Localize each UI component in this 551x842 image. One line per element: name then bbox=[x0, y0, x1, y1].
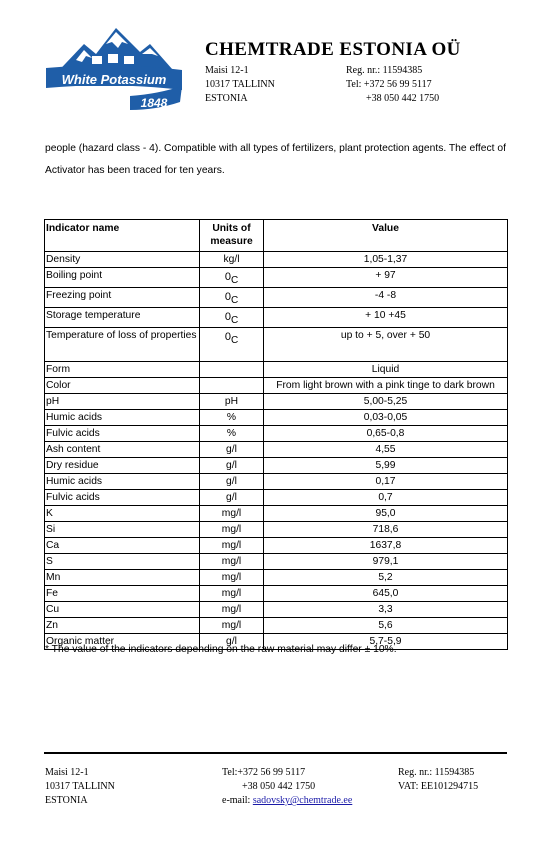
cell-value: 95,0 bbox=[264, 506, 508, 522]
table-row bbox=[45, 426, 508, 442]
cell-indicator: Fe bbox=[45, 586, 200, 602]
cell-value: + 10 +45 bbox=[264, 308, 508, 328]
celsius-unit: $0_C$ bbox=[224, 311, 239, 326]
cell-unit bbox=[200, 378, 264, 394]
cell-value: 1,05-1,37 bbox=[264, 252, 508, 268]
cell-unit bbox=[200, 288, 264, 308]
footer-phone-2: +38 050 442 1750 bbox=[222, 781, 316, 792]
table-row bbox=[45, 442, 508, 458]
cell-indicator: Color bbox=[45, 378, 200, 394]
table-row bbox=[45, 410, 508, 426]
table-row bbox=[45, 362, 508, 378]
footer-address-line: ESTONIA bbox=[45, 795, 88, 806]
header-units: Units of measure bbox=[200, 220, 264, 252]
table-row bbox=[45, 490, 508, 506]
cell-unit: mg/l bbox=[200, 570, 264, 586]
cell-value: 718,6 bbox=[264, 522, 508, 538]
footer-email-line bbox=[222, 794, 352, 808]
table-row bbox=[45, 586, 508, 602]
cell-unit: % bbox=[200, 410, 264, 426]
cell-value: Liquid bbox=[264, 362, 508, 378]
cell-unit: mg/l bbox=[200, 618, 264, 634]
celsius-unit: $0_C$ bbox=[224, 331, 239, 346]
cell-indicator: Density bbox=[45, 252, 200, 268]
header-address-line: 10317 TALLINN bbox=[205, 79, 275, 90]
cell-indicator: Fulvic acids bbox=[45, 426, 200, 442]
table-row bbox=[45, 328, 508, 362]
celsius-unit: $0_C$ bbox=[224, 271, 239, 286]
cell-unit: mg/l bbox=[200, 506, 264, 522]
cell-unit: g/l bbox=[200, 458, 264, 474]
cell-unit: mg/l bbox=[200, 538, 264, 554]
table-row bbox=[45, 378, 508, 394]
cell-value: up to + 5, over + 50 bbox=[264, 328, 508, 362]
table-row bbox=[45, 522, 508, 538]
table-row bbox=[45, 618, 508, 634]
table-row bbox=[45, 308, 508, 328]
table-row bbox=[45, 506, 508, 522]
cell-indicator: Humic acids bbox=[45, 474, 200, 490]
cell-unit: pH bbox=[200, 394, 264, 410]
header-address-line: ESTONIA bbox=[205, 93, 248, 104]
cell-value: 645,0 bbox=[264, 586, 508, 602]
header-phone-2: +38 050 442 1750 bbox=[346, 93, 440, 104]
footnote: * The value of the indicators depending on the raw material may differ ± 10%. bbox=[45, 644, 397, 655]
cell-value: 4,55 bbox=[264, 442, 508, 458]
cell-unit: mg/l bbox=[200, 586, 264, 602]
header-address-line: Maisi 12-1 bbox=[205, 65, 249, 76]
footer-phone: Tel:+372 56 99 5117 bbox=[222, 767, 306, 778]
table-row bbox=[45, 554, 508, 570]
cell-unit: % bbox=[200, 426, 264, 442]
cell-unit bbox=[200, 362, 264, 378]
cell-unit: g/l bbox=[200, 490, 264, 506]
table-row bbox=[45, 458, 508, 474]
table-header-row bbox=[45, 220, 508, 252]
cell-indicator: Organic matter bbox=[45, 634, 200, 650]
cell-indicator: Boiling point bbox=[45, 268, 200, 288]
cell-indicator: Humic acids bbox=[45, 410, 200, 426]
logo-text: White Potassium bbox=[61, 72, 167, 87]
footer-reg-number: Reg. nr.: 11594385 bbox=[398, 767, 475, 778]
footer-vat: VAT: EE101294715 bbox=[398, 781, 479, 792]
table-row bbox=[45, 288, 508, 308]
cell-indicator: Dry residue bbox=[45, 458, 200, 474]
cell-unit: mg/l bbox=[200, 554, 264, 570]
cell-value: 0,7 bbox=[264, 490, 508, 506]
cell-value: 979,1 bbox=[264, 554, 508, 570]
intro-paragraph: people (hazard class - 4). Compatible with all types of fertilizers, plant protection agents. The effect of Activator has been traced for ten years. bbox=[45, 143, 506, 176]
logo-year: 1848 bbox=[140, 96, 168, 110]
company-name: CHEMTRADE ESTONIA OÜ bbox=[205, 39, 461, 60]
footer-address-line: Maisi 12-1 bbox=[45, 767, 89, 778]
footer-address bbox=[45, 766, 115, 808]
cell-value: 0,03-0,05 bbox=[264, 410, 508, 426]
cell-indicator: K bbox=[45, 506, 200, 522]
cell-unit: kg/l bbox=[200, 252, 264, 268]
cell-unit bbox=[200, 328, 264, 362]
cell-value: 5,00-5,25 bbox=[264, 394, 508, 410]
footer-contacts bbox=[222, 766, 352, 808]
cell-value: + 97 bbox=[264, 268, 508, 288]
cell-value: 5,2 bbox=[264, 570, 508, 586]
table-row bbox=[45, 538, 508, 554]
cell-unit bbox=[200, 308, 264, 328]
cell-value: 0,65-0,8 bbox=[264, 426, 508, 442]
footer-divider bbox=[44, 752, 507, 754]
cell-indicator: Ca bbox=[45, 538, 200, 554]
cell-unit: g/l bbox=[200, 442, 264, 458]
cell-unit: mg/l bbox=[200, 602, 264, 618]
cell-unit: g/l bbox=[200, 474, 264, 490]
cell-value: 5,7-5,9 bbox=[264, 634, 508, 650]
footer-address-line: 10317 TALLINN bbox=[45, 781, 115, 792]
cell-value: -4 -8 bbox=[264, 288, 508, 308]
footer-email-label: e-mail: bbox=[222, 795, 253, 806]
header-phone: Tel: +372 56 99 5117 bbox=[346, 79, 432, 90]
header-reg-number: Reg. nr.: 11594385 bbox=[346, 65, 423, 76]
celsius-unit: $0_C$ bbox=[224, 291, 239, 306]
footer-registration bbox=[398, 766, 478, 794]
table-row bbox=[45, 602, 508, 618]
cell-value: 1637,8 bbox=[264, 538, 508, 554]
cell-indicator: Temperature of loss of properties bbox=[45, 328, 200, 362]
cell-indicator: Si bbox=[45, 522, 200, 538]
cell-indicator: Freezing point bbox=[45, 288, 200, 308]
header-registration bbox=[346, 64, 439, 106]
header-address bbox=[205, 64, 275, 106]
table-row bbox=[45, 394, 508, 410]
cell-indicator: Mn bbox=[45, 570, 200, 586]
cell-value: 0,17 bbox=[264, 474, 508, 490]
table-row bbox=[45, 252, 508, 268]
cell-indicator: pH bbox=[45, 394, 200, 410]
header-indicator-name: Indicator name bbox=[45, 220, 200, 252]
cell-value: From light brown with a pink tinge to dark brown bbox=[264, 378, 508, 394]
header-value: Value bbox=[264, 220, 508, 252]
footer-email-link[interactable]: sadovsky@chemtrade.ee bbox=[252, 795, 353, 806]
cell-indicator: Form bbox=[45, 362, 200, 378]
table-row bbox=[45, 570, 508, 586]
cell-indicator: Fulvic acids bbox=[45, 490, 200, 506]
cell-indicator: Ash content bbox=[45, 442, 200, 458]
cell-indicator: Storage temperature bbox=[45, 308, 200, 328]
cell-unit: mg/l bbox=[200, 522, 264, 538]
cell-value: 3,3 bbox=[264, 602, 508, 618]
cell-value: 5,6 bbox=[264, 618, 508, 634]
cell-unit bbox=[200, 268, 264, 288]
white-potassium-logo bbox=[46, 24, 186, 116]
cell-indicator: S bbox=[45, 554, 200, 570]
cell-value: 5,99 bbox=[264, 458, 508, 474]
cell-unit: g/l bbox=[200, 634, 264, 650]
table-row bbox=[45, 474, 508, 490]
cell-indicator: Cu bbox=[45, 602, 200, 618]
table-row bbox=[45, 268, 508, 288]
indicators-table bbox=[44, 219, 508, 650]
cell-indicator: Zn bbox=[45, 618, 200, 634]
